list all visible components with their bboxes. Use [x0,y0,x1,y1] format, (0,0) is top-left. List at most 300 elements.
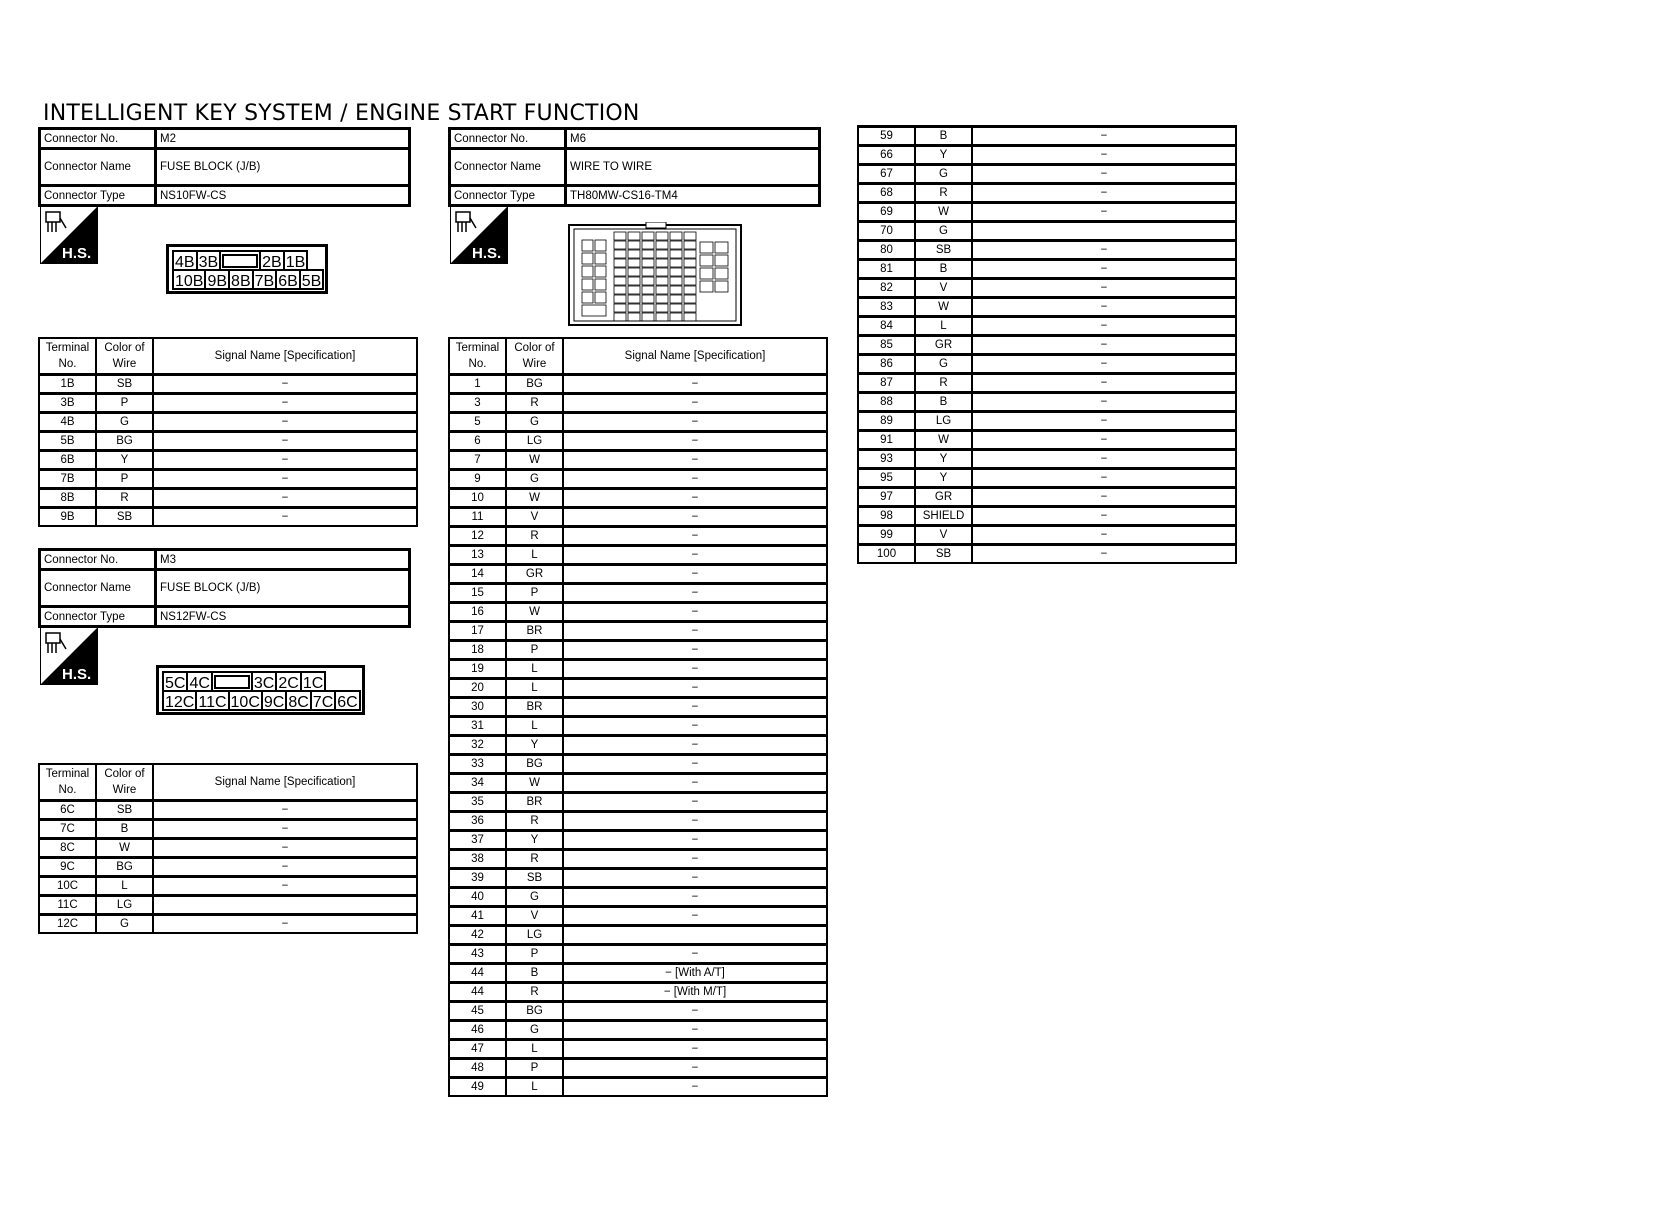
terminal-no: 87 [858,374,915,393]
signal-name: − [563,641,827,660]
terminal-no: 88 [858,393,915,412]
table-row [449,926,827,945]
table-row [449,527,827,546]
wire-color: LG [96,896,153,915]
table-row [858,317,1236,336]
table-row [39,858,417,877]
signal-name [153,896,417,915]
signal-name: − [563,432,827,451]
terminal-no: 7B [39,470,96,489]
wire-color: V [915,526,972,545]
table-row [449,679,827,698]
terminal-no: 19 [449,660,506,679]
wire-color: W [506,489,563,508]
pin-row [172,250,322,269]
table-row [858,203,1236,222]
wire-color: BR [506,793,563,812]
signal-name: − [972,355,1236,374]
table-row [858,412,1236,431]
terminal-no: 67 [858,165,915,184]
wire-color: SB [96,375,153,394]
wire-color: SB [96,508,153,527]
m3-terminal-table [38,763,418,934]
wire-color: L [506,1078,563,1097]
terminal-no: 36 [449,812,506,831]
wire-color: BG [506,755,563,774]
wire-color: P [506,1059,563,1078]
signal-name: − [563,660,827,679]
wire-color: B [915,260,972,279]
connector-no-value: M6 [566,129,820,149]
signal-name: − [972,260,1236,279]
wire-color: P [96,470,153,489]
table-row [858,184,1236,203]
table-row [449,869,827,888]
wire-color: BR [506,698,563,717]
signal-name: − [563,793,827,812]
pin-cavity: 2C [275,671,301,692]
terminal-no: 10 [449,489,506,508]
connector-no-label: Connector No. [40,129,156,149]
table-row [449,451,827,470]
table-row [858,469,1236,488]
table-row [449,812,827,831]
signal-name: − [153,394,417,413]
signal-name: − [563,394,827,413]
signal-name: − [972,526,1236,545]
table-row [39,375,417,394]
wire-color: Y [96,451,153,470]
signal-name: − [563,755,827,774]
pin-cavity: 12C [162,690,197,711]
table-row [858,279,1236,298]
wire-color: R [506,812,563,831]
signal-name: − [563,945,827,964]
terminal-no: 84 [858,317,915,336]
connector-name-value: FUSE BLOCK (J/B) [156,570,410,607]
pin-cavity: 8C [285,690,311,711]
terminal-no: 44 [449,964,506,983]
signal-name: − [563,888,827,907]
m3-connector-info [38,548,411,628]
wire-color: LG [915,412,972,431]
signal-name: − [153,820,417,839]
connector-no-label: Connector No. [450,129,566,149]
signal-name: − [563,451,827,470]
col-color: Color of Wire [96,338,153,375]
terminal-no: 11C [39,896,96,915]
signal-name: − [563,679,827,698]
table-row [449,850,827,869]
table-row [449,831,827,850]
wire-color: L [506,546,563,565]
m3-connector-face [156,665,365,715]
table-row [858,393,1236,412]
wire-color: P [506,584,563,603]
table-row [449,641,827,660]
wire-color: W [915,203,972,222]
terminal-no: 39 [449,869,506,888]
terminal-no: 47 [449,1040,506,1059]
wire-color: LG [506,926,563,945]
terminal-no: 11 [449,508,506,527]
signal-name [972,222,1236,241]
table-row [858,545,1236,564]
table-row [449,546,827,565]
wire-color: L [506,679,563,698]
signal-name: − [972,393,1236,412]
hs-label: H.S. [472,245,502,262]
signal-name: − [972,127,1236,146]
table-row [39,877,417,896]
pin-cavity: 5B [299,269,325,290]
signal-name: − [563,736,827,755]
terminal-no: 32 [449,736,506,755]
table-row [449,717,827,736]
signal-name: − [563,1078,827,1097]
table-row [39,451,417,470]
pin-cavity: 7C [310,690,336,711]
pin-row [172,269,322,288]
signal-name: − [563,717,827,736]
connector-no-value: M3 [156,550,410,570]
wire-color: GR [915,336,972,355]
table-row [449,698,827,717]
signal-name: − [972,146,1236,165]
wire-color: R [506,983,563,1002]
table-row [449,1078,827,1097]
signal-name: − [563,1040,827,1059]
terminal-no: 8C [39,839,96,858]
signal-name: − [153,470,417,489]
pin-cavity: 2B [259,250,285,271]
wire-color: L [915,317,972,336]
terminal-no: 91 [858,431,915,450]
table-row [449,755,827,774]
table-row [449,584,827,603]
wire-color: R [915,374,972,393]
signal-name: − [972,450,1236,469]
harness-side-icon [40,627,98,685]
signal-name: − [563,489,827,508]
signal-name: − [153,432,417,451]
terminal-no: 43 [449,945,506,964]
signal-name: − [972,203,1236,222]
wire-color: B [915,127,972,146]
terminal-no: 12 [449,527,506,546]
pin-cavity: 8B [228,269,254,290]
table-row [449,1002,827,1021]
terminal-no: 70 [858,222,915,241]
hs-label: H.S. [62,666,92,683]
wire-color: G [915,165,972,184]
table-row [39,470,417,489]
terminal-no: 9B [39,508,96,527]
table-row [858,450,1236,469]
signal-name: − [563,831,827,850]
signal-name: − [153,375,417,394]
connector-no-value: M2 [156,129,410,149]
signal-name: − [972,279,1236,298]
terminal-no: 13 [449,546,506,565]
table-row [39,508,417,527]
table-row [858,241,1236,260]
wire-color: R [506,527,563,546]
wire-color: SB [915,241,972,260]
terminal-no: 12C [39,915,96,934]
signal-name: − [153,915,417,934]
signal-name [563,926,827,945]
col-terminal: Terminal No. [449,338,506,375]
terminal-no: 4B [39,413,96,432]
wire-color: W [96,839,153,858]
wire-color: SB [915,545,972,564]
terminal-no: 80 [858,241,915,260]
signal-name: − [563,565,827,584]
terminal-no: 38 [449,850,506,869]
wire-color: L [506,717,563,736]
m6-connector-face [568,222,744,330]
terminal-no: 3 [449,394,506,413]
terminal-no: 44 [449,983,506,1002]
pin-cavity: 9C [261,690,287,711]
signal-name: − [563,527,827,546]
terminal-no: 31 [449,717,506,736]
table-row [39,489,417,508]
signal-name: − [563,470,827,489]
signal-name: − [563,774,827,793]
table-row [858,127,1236,146]
wire-color: R [506,394,563,413]
table-row [858,260,1236,279]
table-row [449,907,827,926]
wire-color: R [915,184,972,203]
signal-name: − [153,877,417,896]
table-row [858,526,1236,545]
connector-name-label: Connector Name [40,149,156,186]
terminal-no: 85 [858,336,915,355]
terminal-no: 37 [449,831,506,850]
table-row [858,488,1236,507]
signal-name: − [563,584,827,603]
pin-cavity: 10C [228,690,263,711]
wire-color: W [506,603,563,622]
table-row [449,945,827,964]
wire-color: G [915,222,972,241]
signal-name: − [972,488,1236,507]
wire-color: G [506,1021,563,1040]
hs-label: H.S. [62,245,92,262]
terminal-no: 81 [858,260,915,279]
table-row [39,820,417,839]
wire-color: R [506,850,563,869]
signal-name: − [153,839,417,858]
col-signal: Signal Name [Specification] [153,338,417,375]
terminal-no: 46 [449,1021,506,1040]
table-row [39,839,417,858]
signal-name: − [153,451,417,470]
terminal-no: 33 [449,755,506,774]
wire-color: W [506,774,563,793]
terminal-no: 6B [39,451,96,470]
wire-color: P [506,945,563,964]
terminal-no: 35 [449,793,506,812]
connector-type-value: NS12FW-CS [156,607,410,627]
col-signal: Signal Name [Specification] [153,764,417,801]
signal-name: − [972,507,1236,526]
table-row [39,413,417,432]
terminal-no: 8B [39,489,96,508]
terminal-no: 97 [858,488,915,507]
table-row [449,508,827,527]
wire-color: B [506,964,563,983]
pin-cavity: 3C [251,671,277,692]
terminal-no: 69 [858,203,915,222]
table-row [449,888,827,907]
connector-type-value: NS10FW-CS [156,186,410,206]
terminal-no: 42 [449,926,506,945]
terminal-no: 3B [39,394,96,413]
signal-name: − [153,801,417,820]
signal-name: − [563,413,827,432]
table-row [449,983,827,1002]
table-row [449,1059,827,1078]
table-row [449,1021,827,1040]
wire-color: Y [915,146,972,165]
pin-cavity: 9B [204,269,230,290]
table-row [449,470,827,489]
col-terminal: Terminal No. [39,338,96,375]
table-row [449,603,827,622]
col-signal: Signal Name [Specification] [563,338,827,375]
signal-name: − [972,336,1236,355]
col-color: Color of Wire [506,338,563,375]
table-row [858,298,1236,317]
terminal-no: 17 [449,622,506,641]
terminal-no: 6 [449,432,506,451]
pin-row [162,671,359,690]
harness-side-icon [40,206,98,264]
wire-color: L [506,660,563,679]
pin-cavity: 7B [252,269,278,290]
table-row [39,801,417,820]
terminal-no: 83 [858,298,915,317]
signal-name: − [153,508,417,527]
wire-color: L [506,1040,563,1059]
connector-type-label: Connector Type [40,607,156,627]
terminal-no: 15 [449,584,506,603]
terminal-no: 18 [449,641,506,660]
wire-color: BG [506,375,563,394]
terminal-no: 7 [449,451,506,470]
table-row [39,394,417,413]
terminal-no: 98 [858,507,915,526]
terminal-no: 45 [449,1002,506,1021]
wire-color: Y [506,736,563,755]
signal-name: − [563,546,827,565]
pin-cavity: 10B [172,269,206,290]
m2-terminal-table [38,337,418,527]
table-row [449,1040,827,1059]
wire-color: W [915,431,972,450]
pin-row [162,690,359,709]
wire-color: V [915,279,972,298]
table-row [858,431,1236,450]
signal-name: − [563,622,827,641]
wire-color: G [96,413,153,432]
m6-terminal-table [448,337,828,1097]
wire-color: G [915,355,972,374]
m6-terminal-table-continued [857,125,1237,564]
signal-name: − [563,907,827,926]
wire-color: P [506,641,563,660]
terminal-no: 5B [39,432,96,451]
wire-color: W [915,298,972,317]
connector-type-value: TH80MW-CS16-TM4 [566,186,820,206]
wire-color: BR [506,622,563,641]
connector-no-label: Connector No. [40,550,156,570]
table-row [858,165,1236,184]
signal-name: − [972,241,1236,260]
terminal-no: 86 [858,355,915,374]
signal-name: − [972,431,1236,450]
signal-name: − [153,858,417,877]
col-terminal: Terminal No. [39,764,96,801]
terminal-no: 95 [858,469,915,488]
wire-color: SHIELD [915,507,972,526]
table-row [449,622,827,641]
wire-color: BG [96,858,153,877]
pin-cavity: 5C [162,671,188,692]
signal-name: − [563,375,827,394]
wire-color: P [96,394,153,413]
col-color: Color of Wire [96,764,153,801]
table-row [858,374,1236,393]
terminal-no: 14 [449,565,506,584]
signal-name: − [563,869,827,888]
table-row [858,355,1236,374]
wire-color: G [96,915,153,934]
connector-name-value: FUSE BLOCK (J/B) [156,149,410,186]
wire-color: LG [506,432,563,451]
lock-tab [219,250,261,271]
table-row [449,736,827,755]
m2-connector-info [38,127,411,207]
wire-color: Y [915,469,972,488]
terminal-no: 99 [858,526,915,545]
pin-cavity: 4B [172,250,198,271]
connector-name-label: Connector Name [450,149,566,186]
m2-connector-face [166,244,328,294]
table-row [39,915,417,934]
signal-name: − [972,317,1236,336]
signal-name: − [972,545,1236,564]
terminal-no: 5 [449,413,506,432]
wire-color: G [506,470,563,489]
signal-name: − [972,374,1236,393]
table-row [449,432,827,451]
pin-cavity: 6B [275,269,301,290]
table-row [39,432,417,451]
table-row [449,660,827,679]
m6-connector-info [448,127,821,207]
terminal-no: 34 [449,774,506,793]
pin-cavity: 3B [196,250,222,271]
wire-color: L [96,877,153,896]
signal-name: − [563,850,827,869]
terminal-no: 6C [39,801,96,820]
signal-name: − [563,1021,827,1040]
